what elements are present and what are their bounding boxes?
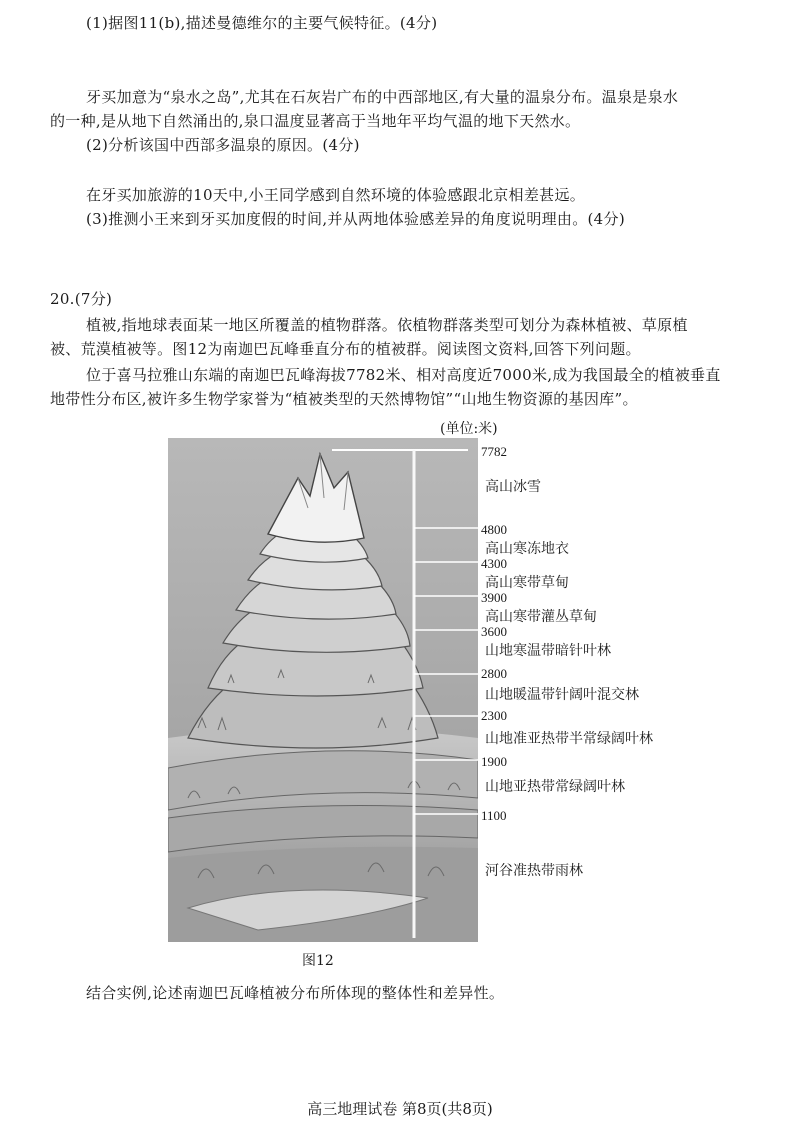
elevation-label: 4300 [481,556,507,571]
figure-caption: 图12 [302,953,334,969]
vegetation-zone-label: 高山寒冻地衣 [485,541,569,557]
mountain-illustration [168,438,478,942]
unit-label: (单位:米) [440,421,498,437]
vegetation-zone-label: 山地寒温带暗针叶林 [485,643,611,659]
vegetation-figure-image [168,438,478,942]
text-line: 地带性分布区,被许多生物学家誉为“植被类型的天然博物馆”“山地生物资源的基因库”。 [50,390,638,408]
vegetation-zone-label: 山地亚热带常绿阔叶林 [485,779,625,795]
vegetation-zone-label: 高山寒带草甸 [485,575,569,591]
text-line: 在牙买加旅游的10天中,小王同学感到自然环境的体验感跟北京相差甚远。 [86,186,586,204]
elevation-label: 7782 [481,444,507,459]
elevation-label: 2800 [481,666,507,681]
text-line: 的一种,是从地下自然涌出的,泉口温度显著高于当地年平均气温的地下天然水。 [50,112,581,130]
elevation-label: 2300 [481,708,507,723]
vegetation-zone-label: 高山冰雪 [485,479,541,495]
vegetation-zone-label: 山地暖温带针阔叶混交林 [485,687,639,703]
text-line: (1)据图11(b),描述曼德维尔的主要气候特征。(4分) [86,14,438,32]
text-line: 被、荒漠植被等。图12为南迦巴瓦峰垂直分布的植被群。阅读图文资料,回答下列问题。 [50,340,641,358]
text-line: 牙买加意为“泉水之岛”,尤其在石灰岩广布的中西部地区,有大量的温泉分布。温泉是泉水 [86,88,679,106]
elevation-label: 4800 [481,522,507,537]
elevation-label: 3900 [481,590,507,605]
vegetation-zone-label: 高山寒带灌丛草甸 [485,609,597,625]
text-line: (2)分析该国中西部多温泉的原因。(4分) [86,136,360,154]
text-line: 植被,指地球表面某一地区所覆盖的植物群落。依植物群落类型可划分为森林植被、草原植 [86,316,688,334]
text-line: 20.(7分) [50,290,113,308]
text-line: 位于喜马拉雅山东端的南迦巴瓦峰海拔7782米、相对高度近7000米,成为我国最全的植被垂直 [86,366,721,384]
text-line: (3)推测小王来到牙买加度假的时间,并从两地体验感差异的角度说明理由。(4分) [86,210,625,228]
elevation-label: 3600 [481,624,507,639]
vegetation-zone-label: 河谷准热带雨林 [485,863,583,879]
page-footer: 高三地理试卷 第8页(共8页) [307,1100,493,1118]
text-line: 结合实例,论述南迦巴瓦峰植被分布所体现的整体性和差异性。 [86,984,505,1002]
vegetation-zone-label: 山地准亚热带半常绿阔叶林 [485,731,653,747]
elevation-label: 1900 [481,754,507,769]
elevation-label: 1100 [481,808,507,823]
